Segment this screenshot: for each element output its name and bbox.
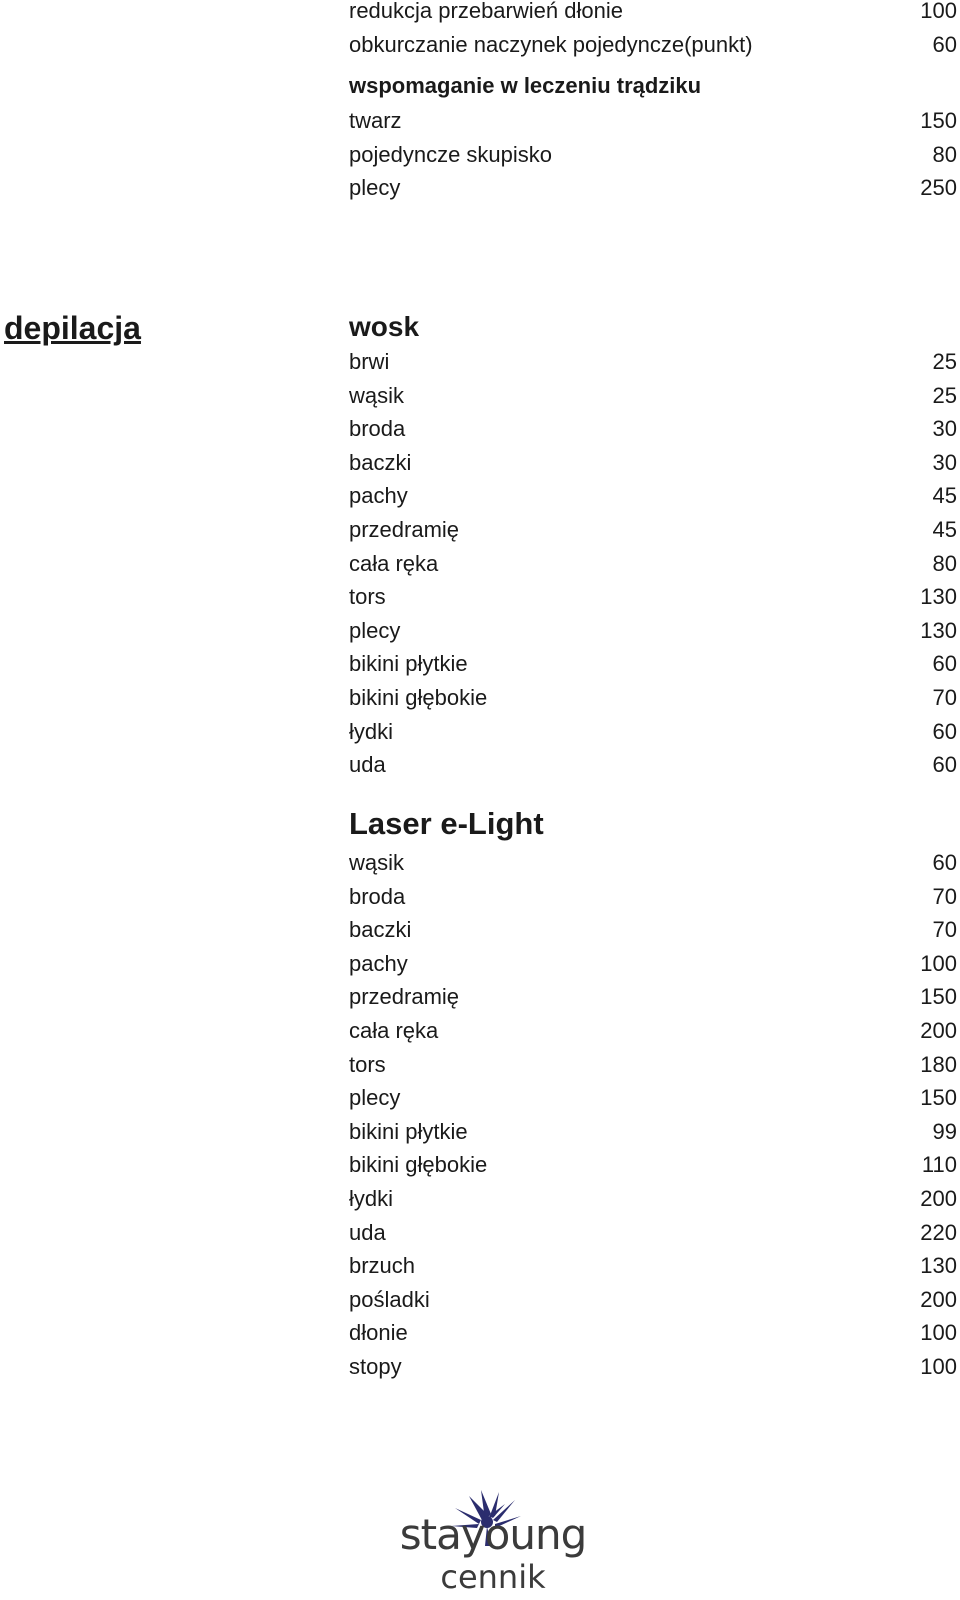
price-row [349,28,957,62]
item-price: 30 [932,449,957,475]
item-name: bikini głębokie [349,1152,488,1178]
laser-heading: Laser e-Light [349,806,544,841]
price-row [349,1081,957,1115]
price-row [349,1048,957,1082]
price-row [349,1350,957,1384]
item-price: 180 [920,1051,957,1077]
item-price: 70 [932,883,957,909]
price-row [349,681,957,715]
item-price: 200 [920,1185,957,1211]
item-name: pachy [349,950,408,976]
item-name: brzuch [349,1253,416,1279]
item-price: 130 [920,617,957,643]
item-price: 100 [920,950,957,976]
price-row [349,980,957,1014]
price-row [349,880,957,914]
price-row [349,748,957,782]
price-row [349,446,957,480]
item-name: cała ręka [349,1017,439,1043]
item-price: 60 [932,752,957,778]
item-price: 130 [920,584,957,610]
item-name: brwi [349,349,390,374]
item-name: wąsik [349,382,405,408]
item-price: 200 [920,1286,957,1312]
laser-price-list [349,846,957,1384]
item-price: 100 [920,0,957,23]
item-name: redukcja przebarwień dłonie [349,0,623,23]
item-price: 110 [921,1152,957,1178]
item-name: stopy [349,1353,402,1379]
price-row [349,913,957,947]
price-row [349,1115,957,1149]
item-name: cała ręka [349,550,439,576]
item-price: 99 [932,1118,957,1144]
price-row [349,171,957,205]
item-name: bikini głębokie [349,684,488,710]
item-price: 100 [920,1320,957,1346]
price-row [349,614,957,648]
price-row [349,1249,957,1283]
item-name: plecy [349,175,401,201]
wax-heading: wosk [349,311,420,342]
item-price: 45 [932,516,957,542]
item-name: łydki [349,718,394,744]
price-row [349,412,957,446]
item-name: tors [349,1051,386,1077]
item-price: 25 [932,349,957,374]
item-name: plecy [349,617,401,643]
price-row [349,345,957,379]
item-name: bikini płytkie [349,1118,468,1144]
item-name: baczki [349,449,412,475]
item-name: dłonie [349,1320,408,1346]
price-row [349,1316,957,1350]
item-name: uda [349,752,386,778]
price-row [349,715,957,749]
item-price: 220 [920,1219,957,1245]
price-row [349,1283,957,1317]
item-name: tors [349,584,386,610]
item-price: 60 [932,31,957,57]
price-row [349,513,957,547]
item-price: 250 [920,175,957,201]
brand-name: stayoung [399,1510,587,1559]
section-title-depilacja: depilacja [4,310,141,346]
item-price: 70 [932,684,957,710]
item-price: 100 [920,1353,957,1379]
item-name: pośladki [349,1286,430,1312]
acne-price-list [349,68,957,205]
price-row [349,1014,957,1048]
item-name: obkurczanie naczynek pojedyncze(punkt) [349,31,753,57]
top-price-list [349,0,957,61]
item-price: 200 [920,1017,957,1043]
item-name: broda [349,883,406,909]
item-name: wąsik [349,850,405,875]
item-price: 80 [932,550,957,576]
price-row [349,479,957,513]
item-price: 60 [932,850,957,875]
wax-price-list [349,345,957,782]
price-row [349,1148,957,1182]
item-price: 60 [932,651,957,677]
item-price: 60 [932,718,957,744]
item-name: twarz [349,108,402,133]
price-row [349,379,957,413]
item-name: bikini płytkie [349,651,468,677]
item-name: pachy [349,483,408,509]
item-name: plecy [349,1085,401,1111]
item-name: łydki [349,1185,394,1211]
item-price: 150 [920,984,957,1010]
price-row [349,138,957,172]
item-name: pojedyncze skupisko [349,141,553,167]
item-name: przedramię [349,516,460,542]
acne-heading: wspomaganie w leczeniu trądziku [349,73,702,98]
item-name: przedramię [349,984,460,1010]
item-price: 45 [932,483,957,509]
price-row [349,647,957,681]
price-row [349,947,957,981]
item-name: broda [349,416,406,442]
item-price: 150 [920,108,957,133]
price-row [349,547,957,581]
item-price: 30 [932,416,957,442]
item-price: 150 [920,1085,957,1111]
stayoung-logo [393,1486,593,1600]
price-row [349,1216,957,1250]
price-row [349,846,957,880]
price-row [349,1182,957,1216]
price-row [349,580,957,614]
item-price: 70 [932,917,957,943]
logo-subtitle: cennik [440,1558,546,1596]
item-name: baczki [349,917,412,943]
item-price: 80 [932,141,957,167]
price-row [349,0,957,28]
price-row [349,104,957,138]
item-name: uda [349,1219,386,1245]
item-price: 130 [920,1253,957,1279]
item-price: 25 [932,382,957,408]
